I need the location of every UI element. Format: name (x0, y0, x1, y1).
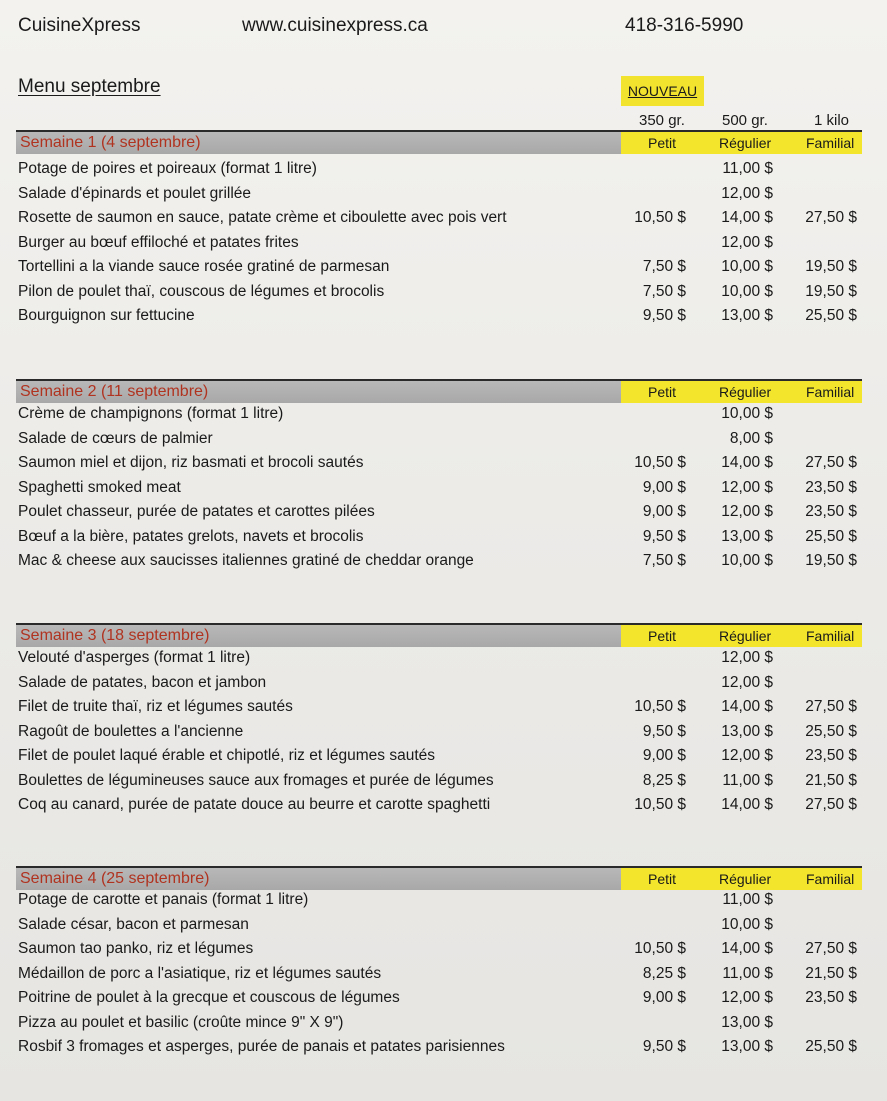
menu-item-row (0, 796, 887, 820)
price-petit: 9,50 $ (642, 307, 686, 324)
page-title: Menu septembre (18, 76, 161, 97)
price-familial: 23,50 $ (805, 478, 857, 496)
price-regulier: 14,00 $ (721, 796, 773, 813)
menu-item-name: Tortellini a la viande sauce rosée gratiné de parmesan (18, 258, 390, 275)
menu-item-row (0, 160, 887, 184)
price-petit: 10,50 $ (634, 796, 686, 813)
price-familial: 27,50 $ (805, 698, 857, 715)
price-regulier: 10,00 $ (721, 258, 773, 275)
price-regulier: 10,00 $ (721, 552, 773, 569)
menu-item-row (0, 479, 887, 503)
price-familial: 21,50 $ (805, 771, 857, 789)
column-header-familial: Familial (806, 628, 855, 644)
price-regulier: 12,00 $ (721, 478, 773, 496)
week-column-headers (621, 868, 862, 890)
price-petit: 10,50 $ (634, 454, 686, 471)
menu-item-row (0, 649, 887, 673)
menu-item-name: Pizza au poulet et basilic (croûte mince 9" X 9") (18, 1013, 344, 1031)
menu-item-name: Salade césar, bacon et parmesan (18, 915, 249, 933)
column-header-familial: Familial (806, 871, 855, 887)
price-familial: 25,50 $ (805, 722, 857, 740)
menu-item-name: Poulet chasseur, purée de patates et carottes pilées (18, 503, 375, 520)
price-regulier: 11,00 $ (722, 891, 773, 908)
column-header-petit: Petit (648, 384, 677, 400)
price-petit: 9,50 $ (642, 527, 686, 545)
menu-item-name: Bourguignon sur fettucine (18, 307, 195, 324)
price-regulier: 12,00 $ (721, 649, 773, 666)
price-regulier: 11,00 $ (722, 964, 773, 982)
menu-item-row (0, 430, 887, 454)
price-regulier: 12,00 $ (721, 673, 773, 691)
menu-item-name: Rosette de saumon en sauce, patate crème et ciboulette avec pois vert (18, 209, 507, 226)
menu-item-row (0, 552, 887, 576)
price-petit: 9,50 $ (642, 1038, 686, 1055)
menu-item-name: Poitrine de poulet à la grecque et couscous de légumes (18, 989, 400, 1006)
price-regulier: 11,00 $ (722, 771, 773, 789)
price-regulier: 13,00 $ (721, 527, 773, 545)
column-header-familial: Familial (806, 384, 855, 400)
menu-item-row (0, 307, 887, 331)
menu-item-name: Médaillon de porc a l'asiatique, riz et légumes sautés (18, 964, 382, 982)
menu-item-row (0, 891, 887, 915)
column-header-petit: Petit (648, 628, 677, 644)
menu-item-row (0, 185, 887, 209)
week-label: Semaine 4 (25 septembre) (16, 868, 621, 890)
price-regulier: 14,00 $ (721, 454, 773, 471)
price-regulier: 13,00 $ (721, 1013, 773, 1031)
price-regulier: 12,00 $ (721, 503, 773, 520)
column-header-petit: Petit (648, 135, 677, 151)
menu-item-name: Saumon tao panko, riz et légumes (18, 940, 254, 957)
price-familial: 19,50 $ (805, 552, 857, 569)
menu-item-name: Coq au canard, purée de patate douce au beurre et carotte spaghetti (18, 796, 491, 813)
menu-item-name: Crème de champignons (format 1 litre) (18, 405, 284, 422)
website-link[interactable]: www.cuisinexpress.ca (242, 15, 428, 36)
week-label: Semaine 1 (4 septembre) (16, 132, 621, 154)
price-regulier: 14,00 $ (721, 940, 773, 957)
column-header-regulier: Régulier (719, 384, 772, 400)
menu-item-name: Spaghetti smoked meat (18, 478, 181, 496)
week-label: Semaine 2 (11 septembre) (16, 381, 621, 403)
price-regulier: 10,00 $ (721, 405, 773, 422)
price-familial: 27,50 $ (805, 209, 857, 226)
week-header-1 (16, 130, 862, 154)
menu-item-row (0, 698, 887, 722)
menu-item-row (0, 1038, 887, 1062)
menu-item-name: Mac & cheese aux saucisses italiennes gratiné de cheddar orange (18, 552, 474, 569)
menu-item-name: Potage de carotte et panais (format 1 litre) (18, 891, 309, 908)
price-petit: 10,50 $ (634, 940, 686, 957)
menu-item-name: Potage de poires et poireaux (format 1 litre) (18, 160, 317, 177)
menu-item-row (0, 503, 887, 527)
price-petit: 7,50 $ (642, 258, 686, 275)
price-regulier: 13,00 $ (721, 722, 773, 740)
menu-item-row (0, 674, 887, 698)
price-regulier: 13,00 $ (721, 307, 773, 324)
menu-item-name: Pilon de poulet thaï, couscous de légumes et brocolis (18, 282, 385, 300)
menu-item-row (0, 772, 887, 796)
price-familial: 19,50 $ (805, 282, 857, 300)
new-badge: NOUVEAU (621, 76, 704, 106)
price-petit: 9,00 $ (642, 747, 686, 764)
menu-item-row (0, 405, 887, 429)
column-header-petit: Petit (648, 871, 677, 887)
size-familial: 1 kilo (814, 112, 850, 129)
menu-item-name: Ragoût de boulettes a l'ancienne (18, 722, 244, 740)
menu-item-row (0, 528, 887, 552)
menu-item-name: Velouté d'asperges (format 1 litre) (18, 649, 251, 666)
price-familial: 27,50 $ (805, 454, 857, 471)
price-familial: 25,50 $ (805, 307, 857, 324)
price-petit: 10,50 $ (634, 698, 686, 715)
price-regulier: 11,00 $ (722, 160, 773, 177)
size-regulier: 500 gr. (722, 112, 768, 129)
price-regulier: 10,00 $ (721, 282, 773, 300)
price-regulier: 14,00 $ (721, 698, 773, 715)
menu-item-row (0, 234, 887, 258)
price-regulier: 12,00 $ (721, 989, 773, 1006)
menu-item-row (0, 965, 887, 989)
price-familial: 23,50 $ (805, 989, 857, 1006)
menu-item-name: Filet de poulet laqué érable et chipotlé, riz et légumes sautés (18, 747, 436, 764)
price-regulier: 13,00 $ (721, 1038, 773, 1055)
price-regulier: 12,00 $ (721, 747, 773, 764)
price-petit: 9,00 $ (642, 989, 686, 1006)
price-regulier: 12,00 $ (721, 184, 773, 202)
week-column-headers (621, 625, 862, 647)
price-petit: 9,50 $ (642, 722, 686, 740)
menu-item-row (0, 989, 887, 1013)
menu-item-row (0, 916, 887, 940)
price-regulier: 8,00 $ (729, 429, 773, 447)
price-petit: 8,25 $ (642, 964, 686, 982)
price-familial: 19,50 $ (805, 258, 857, 275)
menu-item-row (0, 747, 887, 771)
menu-item-name: Boulettes de légumineuses sauce aux fromages et purée de légumes (18, 771, 494, 789)
menu-item-name: Filet de truite thaï, riz et légumes sautés (18, 698, 293, 715)
price-familial: 27,50 $ (805, 796, 857, 813)
phone-number: 418-316-5990 (625, 15, 744, 36)
column-header-regulier: Régulier (719, 871, 772, 887)
price-petit: 9,00 $ (642, 478, 686, 496)
price-familial: 25,50 $ (805, 1038, 857, 1055)
menu-item-row (0, 283, 887, 307)
column-header-regulier: Régulier (719, 628, 772, 644)
week-label: Semaine 3 (18 septembre) (16, 625, 621, 647)
price-familial: 23,50 $ (805, 503, 857, 520)
menu-item-name: Salade de cœurs de palmier (18, 429, 213, 447)
price-familial: 23,50 $ (805, 747, 857, 764)
week-column-headers (621, 381, 862, 403)
price-familial: 21,50 $ (805, 964, 857, 982)
menu-item-name: Bœuf a la bière, patates grelots, navets et brocolis (18, 527, 364, 545)
week-header-2 (16, 379, 862, 403)
price-petit: 7,50 $ (642, 282, 686, 300)
menu-item-name: Salade d'épinards et poulet grillée (18, 184, 252, 202)
menu-item-name: Saumon miel et dijon, riz basmati et brocoli sautés (18, 454, 364, 471)
menu-item-name: Rosbif 3 fromages et asperges, purée de panais et patates parisiennes (18, 1038, 505, 1055)
week-column-headers (621, 132, 862, 154)
menu-item-row (0, 940, 887, 964)
menu-item-row (0, 258, 887, 282)
column-header-familial: Familial (806, 135, 855, 151)
size-petit: 350 gr. (639, 112, 685, 129)
menu-item-row (0, 723, 887, 747)
menu-item-name: Burger au bœuf effiloché et patates frites (18, 233, 299, 251)
menu-item-row (0, 209, 887, 233)
price-regulier: 12,00 $ (721, 233, 773, 251)
menu-item-row (0, 1014, 887, 1038)
price-regulier: 10,00 $ (721, 915, 773, 933)
brand-name: CuisineXpress (18, 15, 141, 36)
week-header-3 (16, 623, 862, 647)
menu-item-row (0, 454, 887, 478)
price-petit: 7,50 $ (642, 552, 686, 569)
price-regulier: 14,00 $ (721, 209, 773, 226)
price-petit: 8,25 $ (642, 771, 686, 789)
week-header-4 (16, 866, 862, 890)
price-familial: 25,50 $ (805, 527, 857, 545)
menu-item-name: Salade de patates, bacon et jambon (18, 673, 267, 691)
price-petit: 9,00 $ (642, 503, 686, 520)
price-familial: 27,50 $ (805, 940, 857, 957)
price-petit: 10,50 $ (634, 209, 686, 226)
column-header-regulier: Régulier (719, 135, 772, 151)
